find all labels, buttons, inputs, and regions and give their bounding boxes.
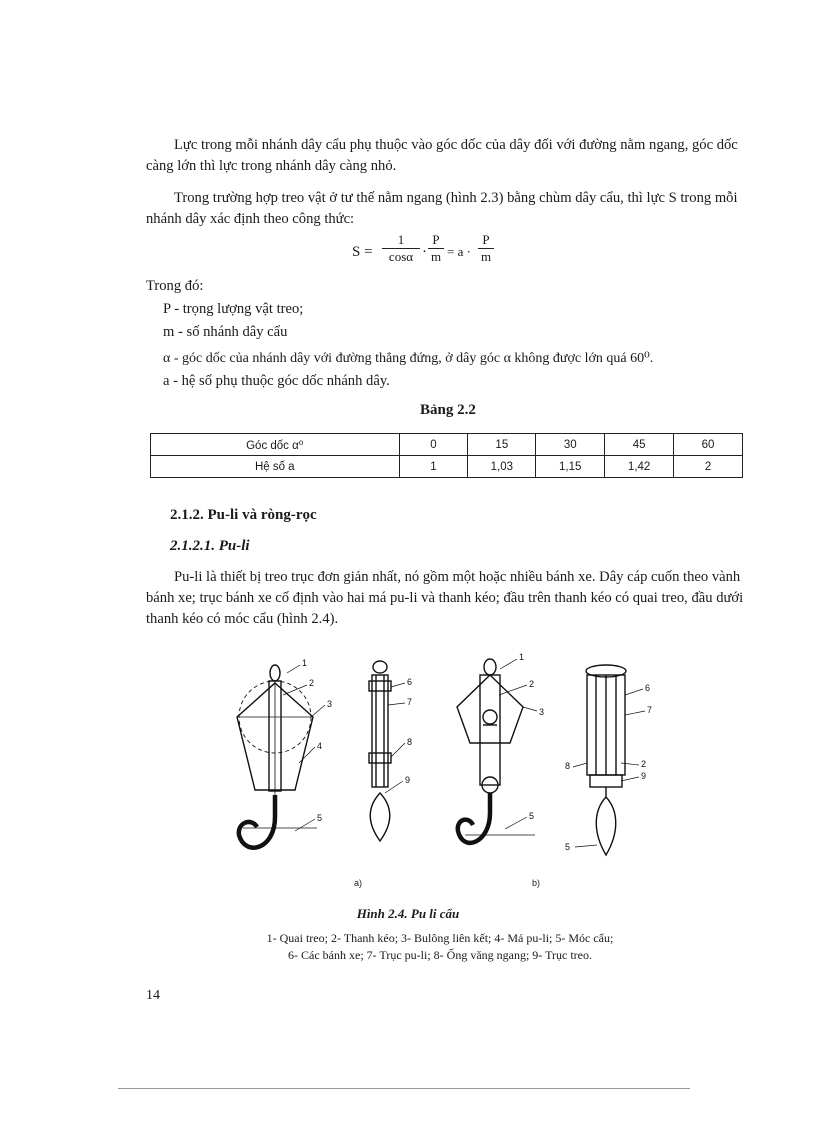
- pulley-figure: [225, 645, 665, 895]
- page-number: 14: [146, 988, 160, 1003]
- pulley-b-multi-sheave-diagram: [573, 665, 645, 855]
- part-number-label: 7: [647, 705, 653, 715]
- part-number-label: 6: [407, 677, 413, 687]
- pulley-b-heavy-diagram: [457, 659, 537, 843]
- definition-a: a - hệ số phụ thuộc góc dốc nhánh dây.: [163, 373, 390, 389]
- table-cell: 2: [674, 456, 743, 478]
- figure-part-numbers: [302, 652, 652, 852]
- part-number-label: 1: [519, 652, 525, 662]
- definition-p: P - trọng lượng vật treo;: [163, 301, 304, 317]
- part-number-label: 5: [529, 811, 535, 821]
- paragraph-1: Lực trong mỗi nhánh dây cẩu phụ thuộc vào góc dốc của dây đối với đường nằm ngang, góc dốc càng lớn thì lực trong nhánh dây càng nhỏ.: [146, 137, 738, 174]
- part-number-label: 3: [327, 699, 333, 709]
- table-header-angle: Góc dốc α⁰: [151, 434, 400, 456]
- part-number-label: 9: [405, 775, 411, 785]
- formula: [352, 232, 512, 278]
- table-header-coefficient: Hệ số a: [151, 456, 400, 478]
- bottom-divider: [118, 1088, 690, 1089]
- part-number-label: 5: [317, 813, 323, 823]
- table-cell: 0: [399, 434, 468, 456]
- figure-label-a: a): [354, 878, 363, 888]
- definitions-intro: Trong đó:: [146, 278, 204, 294]
- formula-lhs: S =: [352, 244, 373, 260]
- fraction-1-numerator: 1: [382, 232, 420, 249]
- table-row-coefficient: [151, 456, 743, 478]
- part-number-label: 4: [317, 741, 323, 751]
- fraction-2-numerator: P: [428, 232, 444, 249]
- part-number-label: 6: [645, 683, 651, 693]
- paragraph-2: Trong trường hợp treo vật ở tư thế nằm ngang (hình 2.3) bằng chùm dây cẩu, thì lực S trong mỗi nhánh dây xác định theo công thức:: [146, 190, 738, 227]
- table-cell: 45: [605, 434, 674, 456]
- fraction-3-numerator: P: [478, 232, 494, 249]
- table-cell: 1,42: [605, 456, 674, 478]
- table-cell: 1: [399, 456, 468, 478]
- table-row-angle: [151, 434, 743, 456]
- part-number-label: 9: [641, 771, 647, 781]
- figure-caption: Hình 2.4. Pu li cẩu: [356, 906, 460, 921]
- part-number-label: 7: [407, 697, 413, 707]
- part-number-label: 1: [302, 658, 308, 668]
- table-title: Bảng 2.2: [420, 402, 476, 418]
- figure-legend-line-2: 6- Các bánh xe; 7- Trục pu-li; 8- Ống văng ngang; 9- Trục treo.: [288, 948, 592, 962]
- part-number-label: 5: [565, 842, 571, 852]
- table-cell: 30: [536, 434, 605, 456]
- table-cell: 60: [674, 434, 743, 456]
- fraction-1-denominator: cosα: [388, 249, 414, 264]
- part-number-label: 2: [529, 679, 535, 689]
- section-heading-2-1-2: 2.1.2. Pu-li và ròng-rọc: [170, 507, 317, 523]
- formula-fraction-2: [428, 232, 444, 265]
- formula-fraction-1: [382, 232, 420, 265]
- part-number-label: 8: [565, 761, 571, 771]
- part-number-label: 8: [407, 737, 413, 747]
- table-cell: 1,15: [536, 456, 605, 478]
- paragraph-3: Pu-li là thiết bị treo trục đơn giản nhất, nó gồm một hoặc nhiều bánh xe. Dây cáp cuốn theo vành bánh xe; trục bánh xe cố định vào hai má pu-li và thanh kéo; đầu trên thanh kéo có quai treo, đầu dưới thanh kéo có móc cẩu (hình 2.4).: [146, 569, 744, 627]
- formula-fraction-3: [478, 232, 494, 265]
- fraction-3-denominator: m: [480, 249, 492, 264]
- definition-m: m - số nhánh dây cẩu: [163, 324, 288, 340]
- table-cell: 1,03: [468, 456, 536, 478]
- formula-dot: ·: [422, 244, 427, 260]
- pulley-a-side-diagram: [369, 661, 405, 841]
- part-number-label: 2: [309, 678, 315, 688]
- definition-alpha: α - góc dốc của nhánh dây với đường thẳng đứng, ở dây góc α không được lớn quá 60⁰.: [163, 351, 654, 366]
- part-number-label: 2: [641, 759, 647, 769]
- figure-label-b: b): [532, 878, 541, 888]
- pulley-a-single-diagram: [237, 665, 325, 848]
- figure-legend: [150, 930, 730, 964]
- coefficient-table: [150, 433, 743, 478]
- figure-legend-line-1: 1- Quai treo; 2- Thanh kéo; 3- Bulông liên kết; 4- Má pu-li; 5- Móc cẩu;: [266, 931, 614, 945]
- table-cell: 15: [468, 434, 536, 456]
- part-number-label: 3: [539, 707, 545, 717]
- section-heading-2-1-2-1: 2.1.2.1. Pu-li: [170, 538, 250, 554]
- formula-equals: = a ·: [447, 244, 471, 259]
- fraction-2-denominator: m: [430, 249, 442, 264]
